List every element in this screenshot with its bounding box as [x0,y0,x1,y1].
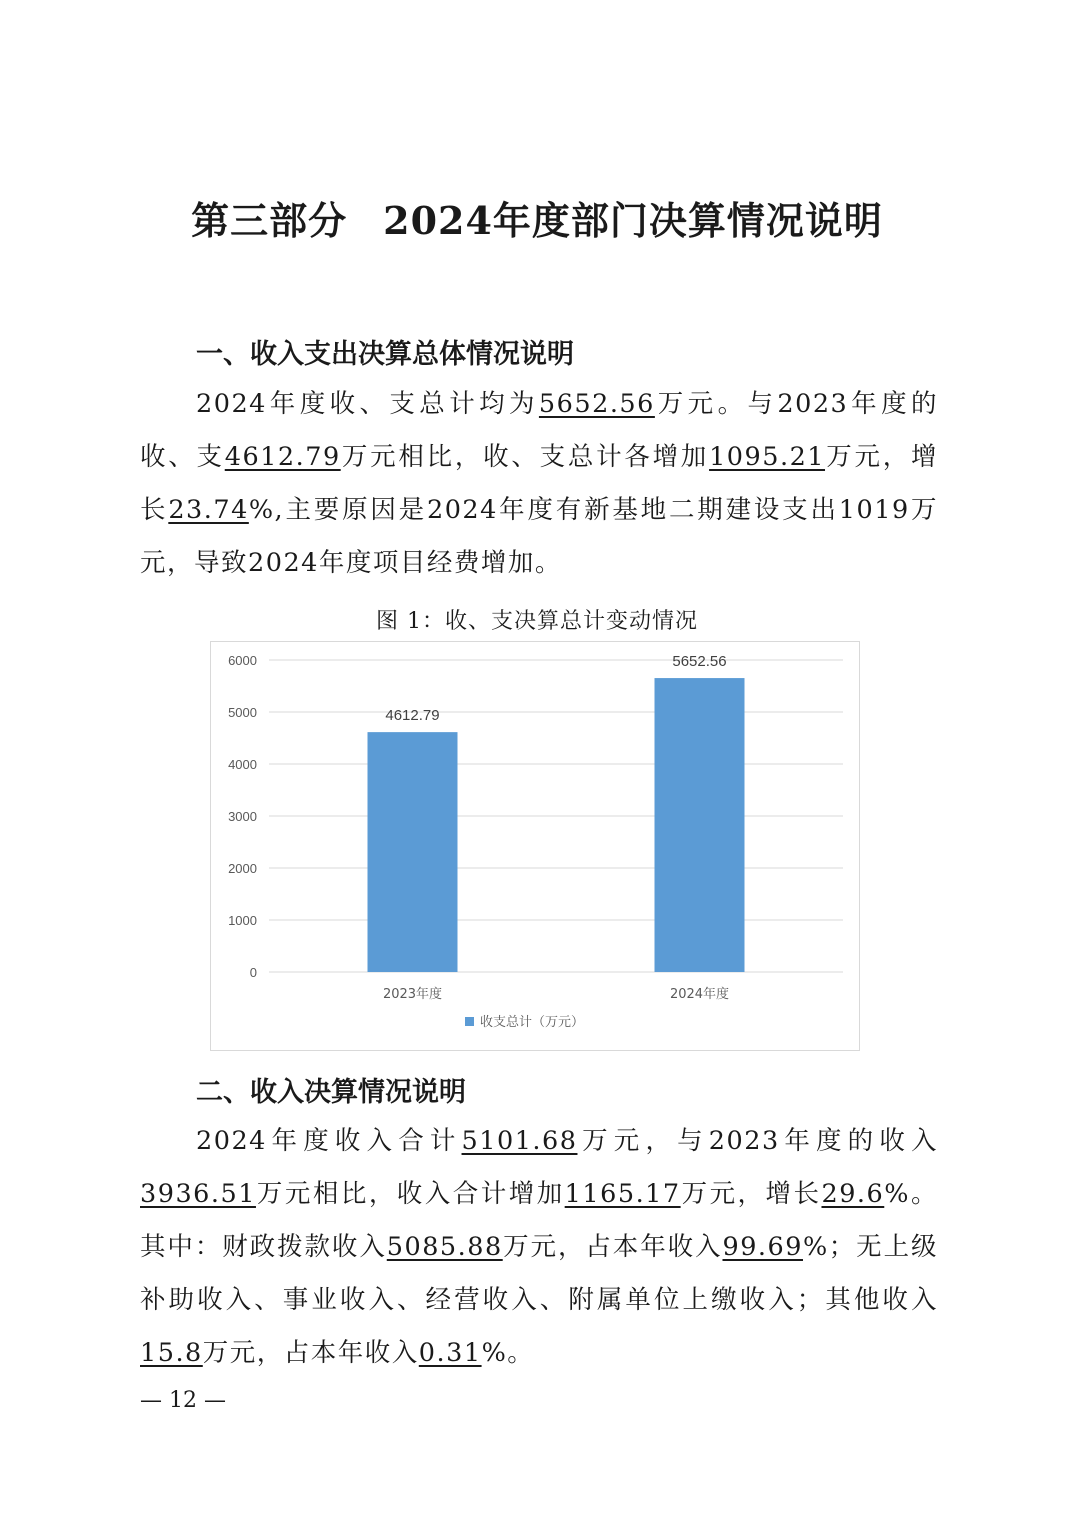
underlined-value: 3936.51 [140,1179,256,1209]
chart-svg [211,642,859,1050]
underlined-value: 5652.56 [538,389,655,419]
y-tick-label: 6000 [228,653,257,668]
y-tick-label: 4000 [228,757,257,772]
legend-swatch [465,1017,474,1026]
figure-caption: 图 1：收、支决算总计变动情况 [376,609,698,634]
underlined-value: 4612.79 [224,442,341,472]
underlined-value: 29.6 [821,1179,885,1209]
underlined-value: 5101.68 [461,1126,578,1156]
text-run: 2024年度收入合计 [196,1126,462,1156]
text-run: %。 [481,1338,535,1368]
section1-heading: 一、收入支出决算总体情况说明 [196,339,574,370]
y-tick-label: 0 [249,965,257,980]
text-run: 万元相比，收入合计增加 [255,1179,565,1209]
bar [655,678,745,972]
underlined-value: 23.74 [168,495,249,525]
underlined-value: 5085.88 [386,1232,503,1262]
section2-paragraph [140,1115,938,1380]
text-run: %；无上级补助收入、事业收入、经营收入、附属单位上缴收入；其他收入 [140,1232,938,1315]
y-tick-label: 3000 [228,809,257,824]
text-run: 万元。与2023年度的收、支 [140,389,938,472]
x-tick-label: 2023年度 [382,987,443,1002]
legend-label: 收支总计（万元） [480,1015,585,1030]
title-part: 第三部分 [191,198,348,243]
underlined-value: 15.8 [140,1338,203,1368]
y-tick-label: 1000 [228,913,257,928]
y-tick-label: 5000 [228,705,257,720]
text-run: 万元，增长 [680,1179,822,1209]
section2-heading: 二、收入决算情况说明 [196,1077,466,1108]
text-run: 2024年度收、支总计均为 [196,389,539,419]
text-run: 万元相比，收、支总计各增加 [340,442,710,472]
x-tick-label: 2024年度 [669,987,730,1002]
underlined-value: 99.69 [722,1232,803,1262]
text-run: %,主要原因是2024年度有新基地二期建设支出1019万元，导致2024年度项目经费增加。 [140,495,938,578]
text-run: 万元，占本年收入 [202,1338,419,1368]
underlined-value: 0.31 [418,1338,482,1368]
page-number: — 12 — [140,1388,226,1413]
bar-chart [210,641,860,1051]
section1-paragraph [140,378,938,590]
text-run: 万元，与2023年度的收入 [577,1126,938,1156]
text-run: %。其中：财政拨款收入 [140,1179,938,1262]
data-label: 5652.56 [672,653,727,671]
text-run: 万元，增长 [140,442,938,525]
underlined-value: 1165.17 [564,1179,681,1209]
y-tick-label: 2000 [228,861,257,876]
bar [368,732,458,972]
text-run: 万元，占本年收入 [502,1232,723,1262]
title-text: 2024年度部门决算情况说明 [383,198,883,243]
data-label: 4612.79 [385,707,440,725]
underlined-value: 1095.21 [709,442,826,472]
page-title [0,190,1074,245]
